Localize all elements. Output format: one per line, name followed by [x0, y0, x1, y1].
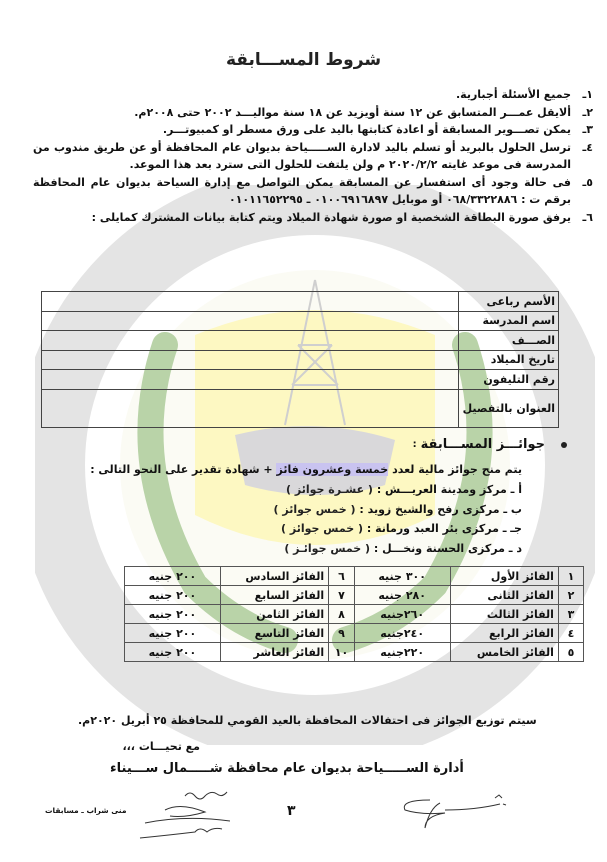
intro-text: + شهادة تقدير على النحو التالى :: [90, 463, 277, 476]
winner-rank: الفائز الثامن: [220, 605, 328, 624]
rank-number: ٢: [558, 586, 583, 605]
table-row: [42, 331, 559, 351]
winner-rank: الفائز السابع: [220, 586, 328, 605]
prize-amount: ٢٢٠جنيه: [354, 643, 450, 662]
footer-note: منى شراب ـ مسابقات: [45, 806, 127, 815]
rank-number: ٩: [329, 624, 355, 643]
department-signature-line: أدارة الســـــياحة بديوان عام محافظة شـــــمال ســـيناء: [110, 761, 464, 776]
rule-number: ٣ـ: [582, 123, 593, 136]
winner-rank: الفائز التاسع: [220, 624, 328, 643]
center-label: ب ـ مركزى رفح والشيخ زويد :: [359, 502, 522, 516]
prize-amount: ٢٠٠ جنيه: [125, 605, 221, 624]
prize-amount: ٢٠٠ جنيه: [125, 643, 221, 662]
rule-text: يمكن تصـــوير المسابقة أو اعادة كتابتها باليد على ورق مسطر او كمبيوتـــر.: [162, 123, 571, 136]
page-title: شروط المســـابقة: [225, 50, 382, 70]
prize-amount: ٢٠٠ جنيه: [125, 586, 221, 605]
greeting: مع تحيـــات ،،،: [122, 740, 200, 753]
center-label: أ ـ مركز ومدينة العريـــش :: [376, 483, 522, 496]
table-row: [125, 586, 584, 605]
phone-field[interactable]: [42, 370, 459, 390]
winner-rank: الفائز الرابع: [450, 624, 558, 643]
table-row: [42, 311, 559, 331]
prizes-heading-text: جوائـــز المســـابقة: [420, 437, 545, 452]
winner-rank: الفائز الأول: [450, 567, 558, 586]
rule-number: ٢ـ: [582, 105, 593, 119]
rule-text: جميع الأسئلة أجبارية.: [455, 88, 571, 101]
rule-item: [33, 121, 593, 139]
rule-item: [33, 174, 593, 209]
rule-number: ٦ـ: [582, 210, 593, 224]
prizes-heading-colon: :: [412, 439, 417, 450]
prize-distribution-by-center: [274, 480, 522, 558]
table-row: [125, 624, 584, 643]
rank-number: ٤: [558, 624, 583, 643]
center-prize-count: ( خمس جوائز ): [281, 522, 364, 535]
prize-amount: ٢٦٠جنيه: [354, 605, 450, 624]
rank-number: ١٠: [329, 643, 355, 662]
field-label: الأسم رباعى: [459, 292, 559, 312]
rank-number: ٨: [329, 605, 355, 624]
winner-rank: الفائز الخامس: [450, 643, 558, 662]
rule-text: يرفق صورة البطاقة الشخصية او صورة شهادة الميلاد ويتم كتابة بيانات المشترك كمايلى :: [91, 210, 571, 224]
rule-item: [33, 209, 593, 227]
rule-number: ٤ـ: [582, 140, 593, 154]
birth-date-field[interactable]: [42, 350, 459, 370]
table-row: [125, 643, 584, 662]
address-field[interactable]: [42, 389, 459, 427]
prizes-heading: [413, 437, 567, 452]
center-label: جـ ـ مركزى بئر العبد ورمانة :: [366, 522, 522, 535]
winner-rank: الفائز الثالث: [450, 605, 558, 624]
rule-number: ١ـ: [582, 88, 593, 101]
center-item: [274, 539, 522, 559]
winner-rank: الفائز الثانى: [450, 586, 558, 605]
rank-number: ٣: [558, 605, 583, 624]
prize-amount: ٢٠٠ جنيه: [125, 624, 221, 643]
prize-amount: ٣٠٠ جنيه: [354, 567, 450, 586]
prize-amount: ٢٨٠ جنيه: [354, 586, 450, 605]
field-label: الصـــف: [459, 331, 559, 351]
page-number: ٣: [287, 803, 296, 819]
center-item: [274, 519, 522, 539]
grade-field[interactable]: [42, 331, 459, 351]
prize-amount: ٢٤٠جنيه: [354, 624, 450, 643]
center-item: [274, 500, 522, 520]
rank-number: ٥: [558, 643, 583, 662]
handwritten-signature-right: [395, 790, 515, 830]
center-label: د ـ مركزى الحسنة ونخـــل :: [373, 541, 522, 555]
bullet-icon: [561, 442, 567, 448]
rule-number: ٥ـ: [582, 175, 593, 189]
distribution-note: سيتم توزيع الجوائز فى احتفالات المحافظة بالعيد القومي للمحافظة ٢٥ أبريل ٢٠٢٠م.: [78, 714, 537, 727]
competition-rules-list: [33, 86, 593, 226]
school-name-field[interactable]: [42, 311, 459, 331]
rule-text: ترسل الحلول بالبريد أو تسلم باليد لادارة الســـــياحة بديوان عام المحافظة أو عن طريق مندوب من المدرسة فى موعد غايته ٢٠٢٠/٢/٢ م ولن يلتفت للحلول التى سترد بعد هذا الموعد.: [33, 140, 571, 171]
table-row: [125, 605, 584, 624]
prize-amounts-table: [124, 566, 584, 662]
intro-text: يتم منح جوائز مالية لعدد: [388, 463, 522, 476]
center-item: [274, 480, 522, 500]
prize-amount: ٢٠٠ جنيه: [125, 567, 221, 586]
rule-item: [33, 104, 593, 122]
field-label: رقم التليفون: [459, 370, 559, 390]
rank-number: ١: [558, 567, 583, 586]
center-prize-count: ( عشـرة جوائز ): [286, 483, 373, 496]
winner-rank: الفائز العاشر: [220, 643, 328, 662]
winners-count-highlight: خمسة وعشرون فائز: [276, 463, 389, 476]
field-label: اسم المدرسة: [459, 311, 559, 331]
center-prize-count: ( خمس جوائـز ): [284, 541, 371, 555]
table-row: [42, 350, 559, 370]
field-label: تاريخ الميلاد: [459, 350, 559, 370]
participant-info-table: [41, 291, 559, 428]
table-row: [42, 292, 559, 312]
handwritten-signature-left: [135, 788, 230, 848]
table-row: [42, 370, 559, 390]
full-name-field[interactable]: [42, 292, 459, 312]
rule-text: فى حالة وجود أى استفسار عن المسابقة يمكن التواصل مع إدارة السياحة بديوان عام المحافظة برقم ت : ٠٦٨/٣٣٢٢٨٨٦ أو موبايل ٠١٠٠٦٩١٦٨٩٧ ـ ٠١٠١١٦٥٢٢٩٥: [33, 175, 571, 206]
center-prize-count: ( خمس جوائز ): [273, 502, 356, 516]
rule-item: [33, 86, 593, 104]
field-label: العنوان بالتفصيل: [459, 389, 559, 427]
table-row: [42, 389, 559, 427]
winner-rank: الفائز السادس: [220, 567, 328, 586]
rule-item: [33, 139, 593, 174]
table-row: [125, 567, 584, 586]
prizes-intro: [90, 463, 522, 476]
rank-number: ٦: [329, 567, 355, 586]
rank-number: ٧: [329, 586, 355, 605]
rule-text: ألايقل عمـــر المتسابق عن ١٢ سنة أويزيد عن ١٨ سنة مواليـــد ٢٠٠٢ حتى ٢٠٠٨م.: [134, 105, 571, 119]
